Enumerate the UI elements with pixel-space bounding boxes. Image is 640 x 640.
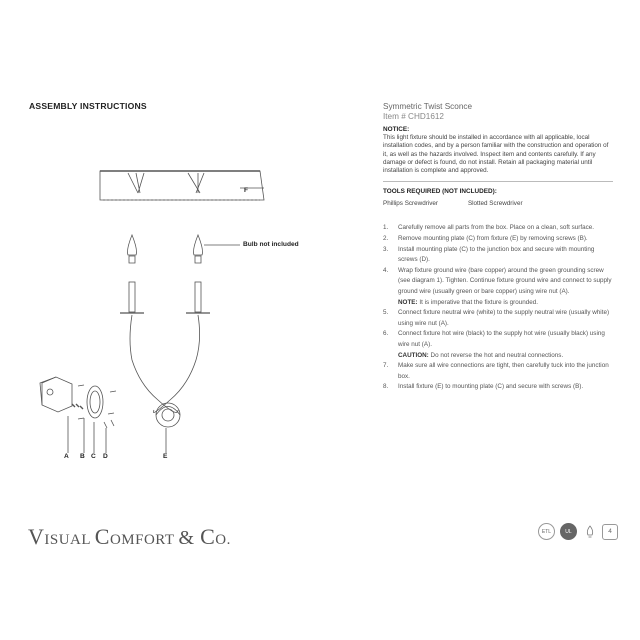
note-text: It is imperative that the fixture is grounded. bbox=[419, 298, 538, 306]
label-f: F bbox=[244, 187, 249, 194]
instructions-column bbox=[383, 102, 613, 393]
brand-letter: V bbox=[28, 524, 45, 549]
step-number: 2. bbox=[383, 235, 389, 243]
tool-item: Slotted Screwdriver bbox=[467, 200, 523, 208]
lamp-shade bbox=[100, 171, 264, 200]
label-e: E bbox=[163, 453, 168, 460]
sconce-illustration bbox=[28, 160, 328, 470]
bulb-icon bbox=[582, 524, 597, 539]
step-text: Remove mounting plate (C) from fixture (E) by removing screws (B). bbox=[398, 235, 588, 243]
page-title: ASSEMBLY INSTRUCTIONS bbox=[29, 101, 147, 111]
step-text: Install fixture (E) to mounting plate (C) and secure with screws (B). bbox=[398, 383, 584, 391]
step-text: Connect fixture neutral wire (white) to the supply neutral wire (usually white) using wire nut (A). bbox=[398, 309, 610, 327]
etl-badge-text: ETL bbox=[541, 528, 552, 535]
steps-list-cont bbox=[383, 308, 613, 350]
step-number: 6. bbox=[383, 330, 389, 338]
ul-icon bbox=[560, 523, 577, 540]
brand-letters: O. bbox=[215, 532, 231, 548]
step-number: 7. bbox=[383, 362, 389, 370]
step-item bbox=[383, 382, 613, 393]
brand-letters: OMFORT bbox=[109, 532, 179, 548]
step-number: 1. bbox=[383, 224, 389, 232]
notice-text: This light fixture should be installed in accordance with all applicable, local installation codes, and by a person familiar with the construction and operation of it, as well as the hazards involved. Inspect item and contents carefully. If any damage or defect is found, do not install. Retain all packaging material until installation is complete and approved. bbox=[383, 134, 609, 175]
caution-label: CAUTION: bbox=[398, 351, 429, 359]
bulb-note: Bulb not included bbox=[243, 241, 299, 248]
brand-amp: & bbox=[178, 527, 201, 549]
tools-heading: TOOLS REQUIRED (NOT INCLUDED): bbox=[383, 188, 497, 196]
caution-text: Do not reverse the hot and neutral connections. bbox=[430, 351, 564, 359]
brand-letter: C bbox=[200, 524, 216, 549]
product-name: Symmetric Twist Sconce bbox=[383, 102, 473, 111]
step-item bbox=[383, 361, 613, 382]
certification-icons bbox=[538, 523, 618, 540]
step-item bbox=[383, 329, 613, 350]
brand-letters: ISUAL bbox=[44, 532, 95, 548]
assembly-diagram bbox=[28, 160, 328, 470]
tools-list bbox=[383, 200, 613, 207]
etl-icon bbox=[538, 523, 555, 540]
ul-badge-text: UL bbox=[565, 528, 572, 535]
step-number: 8. bbox=[383, 383, 389, 391]
step-number: 4. bbox=[383, 266, 389, 274]
step-item bbox=[383, 223, 613, 234]
note-label: NOTE: bbox=[398, 298, 418, 306]
divider bbox=[383, 181, 613, 182]
step-item bbox=[383, 308, 613, 329]
label-d: D bbox=[103, 453, 108, 460]
label-a: A bbox=[64, 453, 69, 460]
brand-letter: C bbox=[94, 524, 110, 549]
steps-list bbox=[383, 223, 613, 297]
step-item bbox=[383, 266, 613, 298]
page-number-badge bbox=[602, 524, 618, 540]
step-text: Make sure all wire connections are tight, then carefully tuck into the junction box. bbox=[398, 362, 609, 380]
page-number: 4 bbox=[608, 528, 612, 535]
label-c: C bbox=[91, 453, 96, 460]
step-number: 3. bbox=[383, 245, 389, 253]
bulb-left bbox=[128, 235, 137, 255]
label-b: B bbox=[80, 453, 85, 460]
steps-list-end bbox=[383, 361, 613, 393]
tool-item: Phillips Screwdriver bbox=[383, 200, 438, 208]
step-text: Carefully remove all parts from the box. Place on a clean, soft surface. bbox=[398, 224, 594, 232]
junction-box bbox=[40, 377, 72, 412]
notice-heading: NOTICE: bbox=[383, 126, 410, 133]
bulb-right bbox=[194, 235, 203, 255]
brand-logo bbox=[28, 524, 231, 550]
step-item bbox=[383, 234, 613, 245]
step-text: Install mounting plate (C) to the junction box and secure with mounting screws (D). bbox=[398, 245, 595, 264]
caution bbox=[383, 351, 613, 362]
step-item bbox=[383, 245, 613, 266]
note bbox=[383, 298, 613, 309]
step-text: Connect fixture hot wire (black) to the supply hot wire (usually black) using wire nut (A). bbox=[398, 330, 605, 349]
step-number: 5. bbox=[383, 309, 389, 317]
step-text: Wrap fixture ground wire (bare copper) around the green grounding screw (see diagram 1). Tighten. Continue fixture ground wire and connect to supply ground wire (usually green or bare copper) using wire nut (A). bbox=[398, 266, 612, 296]
product-item-number: Item # CHD1612 bbox=[383, 112, 444, 121]
